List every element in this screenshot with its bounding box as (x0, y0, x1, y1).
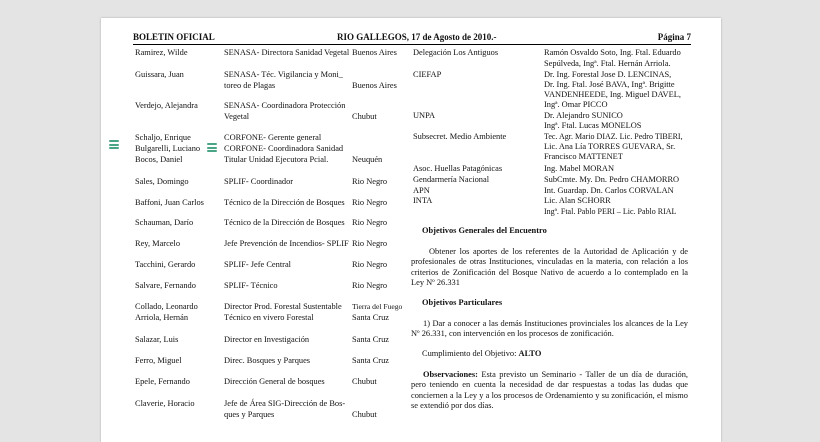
list-item: Titular Unidad Ejecutora Pcial. (224, 155, 329, 164)
list-item: Sales, Domingo (135, 177, 189, 186)
list-item: Rio Negro (352, 239, 388, 248)
list-item: Epele, Fernando (135, 377, 190, 386)
list-item: Int. Guardap. Dn. Carlos CORVALAN (544, 186, 674, 195)
observations-label: Observaciones: (423, 370, 478, 379)
list-item: Rio Negro (352, 218, 388, 227)
list-item: Director Prod. Forestal Sustentable (224, 302, 342, 311)
list-item: Baffoni, Juan Carlos (135, 198, 204, 207)
list-item: Arriola, Hernán (135, 313, 189, 322)
list-item: Ramón Osvaldo Soto, Ing. Ftal. Eduardo (544, 48, 681, 57)
list-item: Ramirez, Wilde (135, 48, 188, 57)
document-page (101, 18, 721, 442)
list-item: Chubut (352, 410, 377, 419)
list-item: Neuquén (352, 155, 383, 164)
list-item: Asoc. Huellas Patagónicas (413, 164, 503, 173)
list-item: Delegación Los Antiguos (413, 48, 499, 57)
general-objectives-heading: Objetivos Generales del Encuentro (422, 226, 547, 235)
list-item: SENASA- Téc. Vigilancia y Moni_ (224, 70, 343, 79)
list-item: Chubut (352, 377, 377, 386)
list-item: Direc. Bosques y Parques (224, 356, 311, 365)
list-item: Lic. Ana Lía TORRES GUEVARA, Sr. (544, 142, 676, 151)
annotation-mark-icon (109, 140, 119, 152)
list-item: Técnico de la Dirección de Bosques (224, 198, 345, 207)
list-item: Guissara, Juan (135, 70, 184, 79)
particular-objectives-text: 1) Dar a conocer a las demás Instituciones provinciales los alcances de la Ley Nº 26.331, con intervención en los procesos de zonificación. (411, 319, 688, 339)
list-item: Tacchini, Gerardo (135, 260, 196, 269)
list-item: CORFONE- Gerente general (224, 133, 322, 142)
particular-objectives-heading: Objetivos Particulares (422, 298, 503, 307)
list-item: Dr. Ing. Ftal. José BAVA, Ingª. Brigitte (544, 80, 675, 89)
header-publication: BOLETIN OFICIAL (133, 32, 215, 42)
list-item: ques y Parques (224, 410, 275, 419)
list-item: UNPA (413, 111, 436, 120)
list-item: SPLIF- Coordinador (224, 177, 294, 186)
list-item: SENASA- Directora Sanidad Vegetal (224, 48, 350, 57)
list-item: Subsecret. Medio Ambiente (413, 132, 507, 141)
list-item: Vegetal (224, 112, 250, 121)
list-item: toreo de Plagas (224, 81, 276, 90)
list-item: Ferro, Miguel (135, 356, 182, 365)
list-item: SubCmte. My. Dn. Pedro CHAMORRO (544, 175, 680, 184)
list-item: Buenos Aires (352, 48, 397, 57)
compliance-label: Cumplimiento del Objetivo: (422, 349, 517, 358)
annotation-mark-icon (207, 143, 217, 155)
list-item: Dr. Alejandro SUNICO (544, 111, 623, 120)
general-objectives-text: Obtener los aportes de los referentes de la Autoridad de Aplicación y de profesionales de otras Instituciones, vinculadas en la materia, con relación a los criterios de Zonificación del Bosque Nativo de acuerdo a lo contemplado en la Ley Nº 26.331 (411, 247, 688, 288)
page-header (133, 32, 691, 45)
list-item: Salazar, Luis (135, 335, 179, 344)
list-item: Francisco MATTENET (544, 152, 623, 161)
list-item: Rio Negro (352, 260, 388, 269)
list-item: Técnico de la Dirección de Bosques (224, 218, 345, 227)
list-item: Santa Cruz (352, 356, 389, 365)
list-item: Rio Negro (352, 198, 388, 207)
list-item: Verdejo, Alejandra (135, 101, 198, 110)
list-item: Rey, Marcelo (135, 239, 181, 248)
list-item: Director en Investigación (224, 335, 310, 344)
list-item: Schauman, Darío (135, 218, 194, 227)
list-item: Lic. Alan SCHORR (544, 196, 611, 205)
list-item: Ingª. Ftal. Pablo PERI – Lic. Pablo RIAL (544, 207, 677, 216)
list-item: Ing. Mabel MORAN (544, 164, 615, 173)
list-item: Collado, Leonardo (135, 302, 198, 311)
compliance-line (422, 349, 541, 359)
list-item: Tec. Agr. Mario DIAZ. Lic. Pedro TIBERI, (544, 132, 683, 141)
compliance-value: ALTO (518, 349, 542, 358)
list-item: VANDENHEEDE, Ing. Miguel DAVEL, (544, 90, 681, 99)
list-item: Ingª. Omar PICCO (544, 100, 608, 109)
list-item: Tierra del Fuego (352, 302, 403, 311)
list-item: Buenos Aires (352, 81, 397, 90)
list-item: Bulgarelli, Luciano (135, 144, 201, 153)
list-item: CIEFAP (413, 70, 442, 79)
list-item: Santa Cruz (352, 313, 389, 322)
list-item: Ingª. Ftal. Lucas MONELOS (544, 121, 642, 130)
list-item: Chubut (352, 112, 377, 121)
header-page-number: Página 7 (657, 32, 691, 42)
list-item: Schaljo, Enrique (135, 133, 191, 142)
list-item: Jefe de Área SIG-Dirección de Bos- (224, 399, 346, 408)
list-item: CORFONE- Coordinadora Sanidad (224, 144, 344, 153)
list-item: Santa Cruz (352, 335, 389, 344)
list-item: SPLIF- Técnico (224, 281, 278, 290)
list-item: APN (413, 186, 430, 195)
list-item: Dirección General de bosques (224, 377, 325, 386)
list-item: Claverie, Horacio (135, 399, 195, 408)
list-item: Rio Negro (352, 281, 388, 290)
list-item: Gendarmería Nacional (413, 175, 490, 184)
observations-text: Esta previsto un Seminario - Taller de un día de duración, pero teniendo en cuenta la necesidad de dar respuestas a todas las dudas que conciernen a la Ley y a los procesos de Ordenamiento y su zonificación, el mismo se extendió por dos días. (411, 370, 689, 411)
list-item: SENASA- Coordinadora Protección (224, 101, 346, 110)
list-item: SPLIF- Jefe Central (224, 260, 291, 269)
list-item: Dr. Ing. Forestal Jose D. LENCINAS, (544, 70, 672, 79)
list-item: Jefe Prevención de Incendios- SPLIF (224, 239, 349, 248)
list-item: Sepúlveda, Ingª. Ftal. Hernán Arriola. (544, 59, 671, 68)
list-item: INTA (413, 196, 433, 205)
list-item: Técnico en vivero Forestal (224, 313, 314, 322)
list-item: Bocos, Daniel (135, 155, 183, 164)
header-date: RIO GALLEGOS, 17 de Agosto de 2010.- (337, 32, 497, 42)
list-item: Salvare, Fernando (135, 281, 196, 290)
list-item: Rio Negro (352, 177, 388, 186)
observations-paragraph (411, 370, 688, 412)
